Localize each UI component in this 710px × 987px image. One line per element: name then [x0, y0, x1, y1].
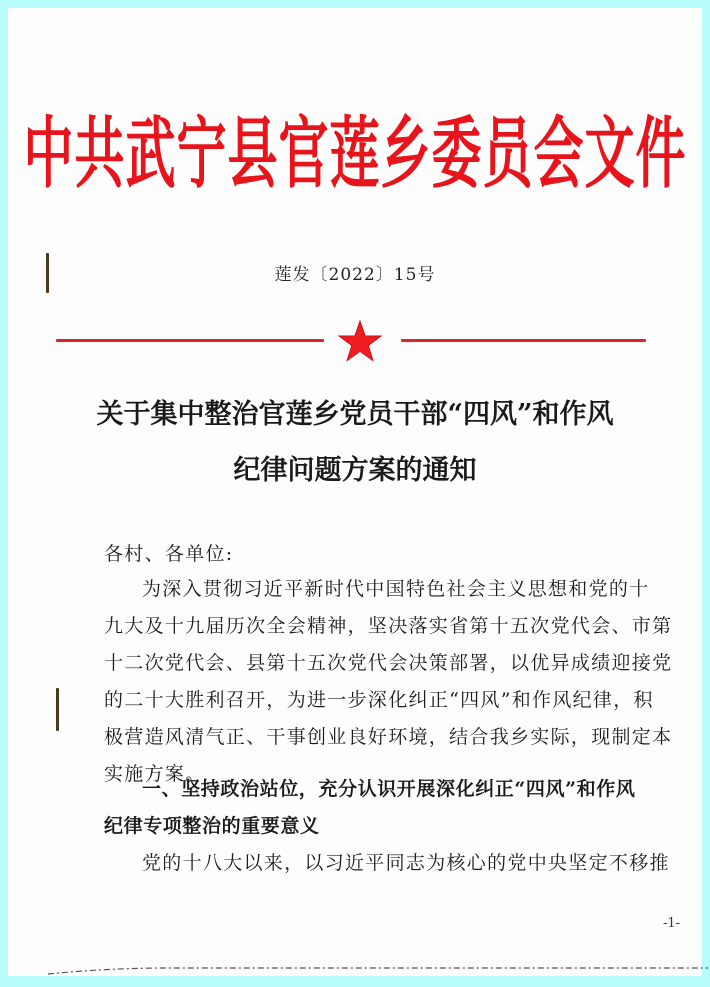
- paragraph-line: 十二次党代会、县第十五次党代会决策部署，以优异成绩迎接党: [104, 652, 673, 674]
- red-header-title: 中共武宁县官莲乡委员会文件: [23, 108, 687, 199]
- paragraph-line: 九大及十九届历次全会精神，坚决落实省第十五次党代会、市第: [104, 615, 673, 637]
- notice-title-line-2: 纪律问题方案的通知: [233, 455, 477, 486]
- paragraph-line: 极营造风清气正、干事创业良好环境，结合我乡实际，现制定本: [104, 726, 673, 748]
- binding-mark: [56, 688, 59, 731]
- star-icon: [336, 320, 384, 362]
- heading-line: 纪律专项整治的重要意义: [104, 815, 320, 837]
- divider-line-left: [56, 339, 324, 342]
- paragraph-line: 的二十大胜利召开，为进一步深化纠正“四风”和作风纪律，积: [104, 689, 654, 711]
- document-number: 莲发〔2022〕15号: [274, 265, 436, 285]
- document-page: [8, 8, 702, 976]
- section-heading-1: [104, 771, 644, 845]
- notice-title-line-1: 关于集中整治官莲乡党员干部“四风”和作风: [96, 399, 614, 430]
- paragraph-section1: 党的十八大以来，以习近平同志为核心的党中央坚定不移推: [142, 852, 670, 874]
- heading-line: 一、坚持政治站位，充分认识开展深化纠正“四风”和作风: [142, 778, 636, 800]
- red-divider: [56, 320, 656, 360]
- paragraph-intro: [104, 571, 673, 793]
- scan-edge-line: [48, 966, 708, 976]
- page-number: -1-: [663, 916, 681, 931]
- paragraph-line: 实施方案。: [104, 763, 206, 785]
- paragraph-line: 为深入贯彻习近平新时代中国特色社会主义思想和党的十: [142, 578, 650, 600]
- salutation: 各村、各单位:: [104, 543, 234, 565]
- divider-line-right: [401, 339, 646, 342]
